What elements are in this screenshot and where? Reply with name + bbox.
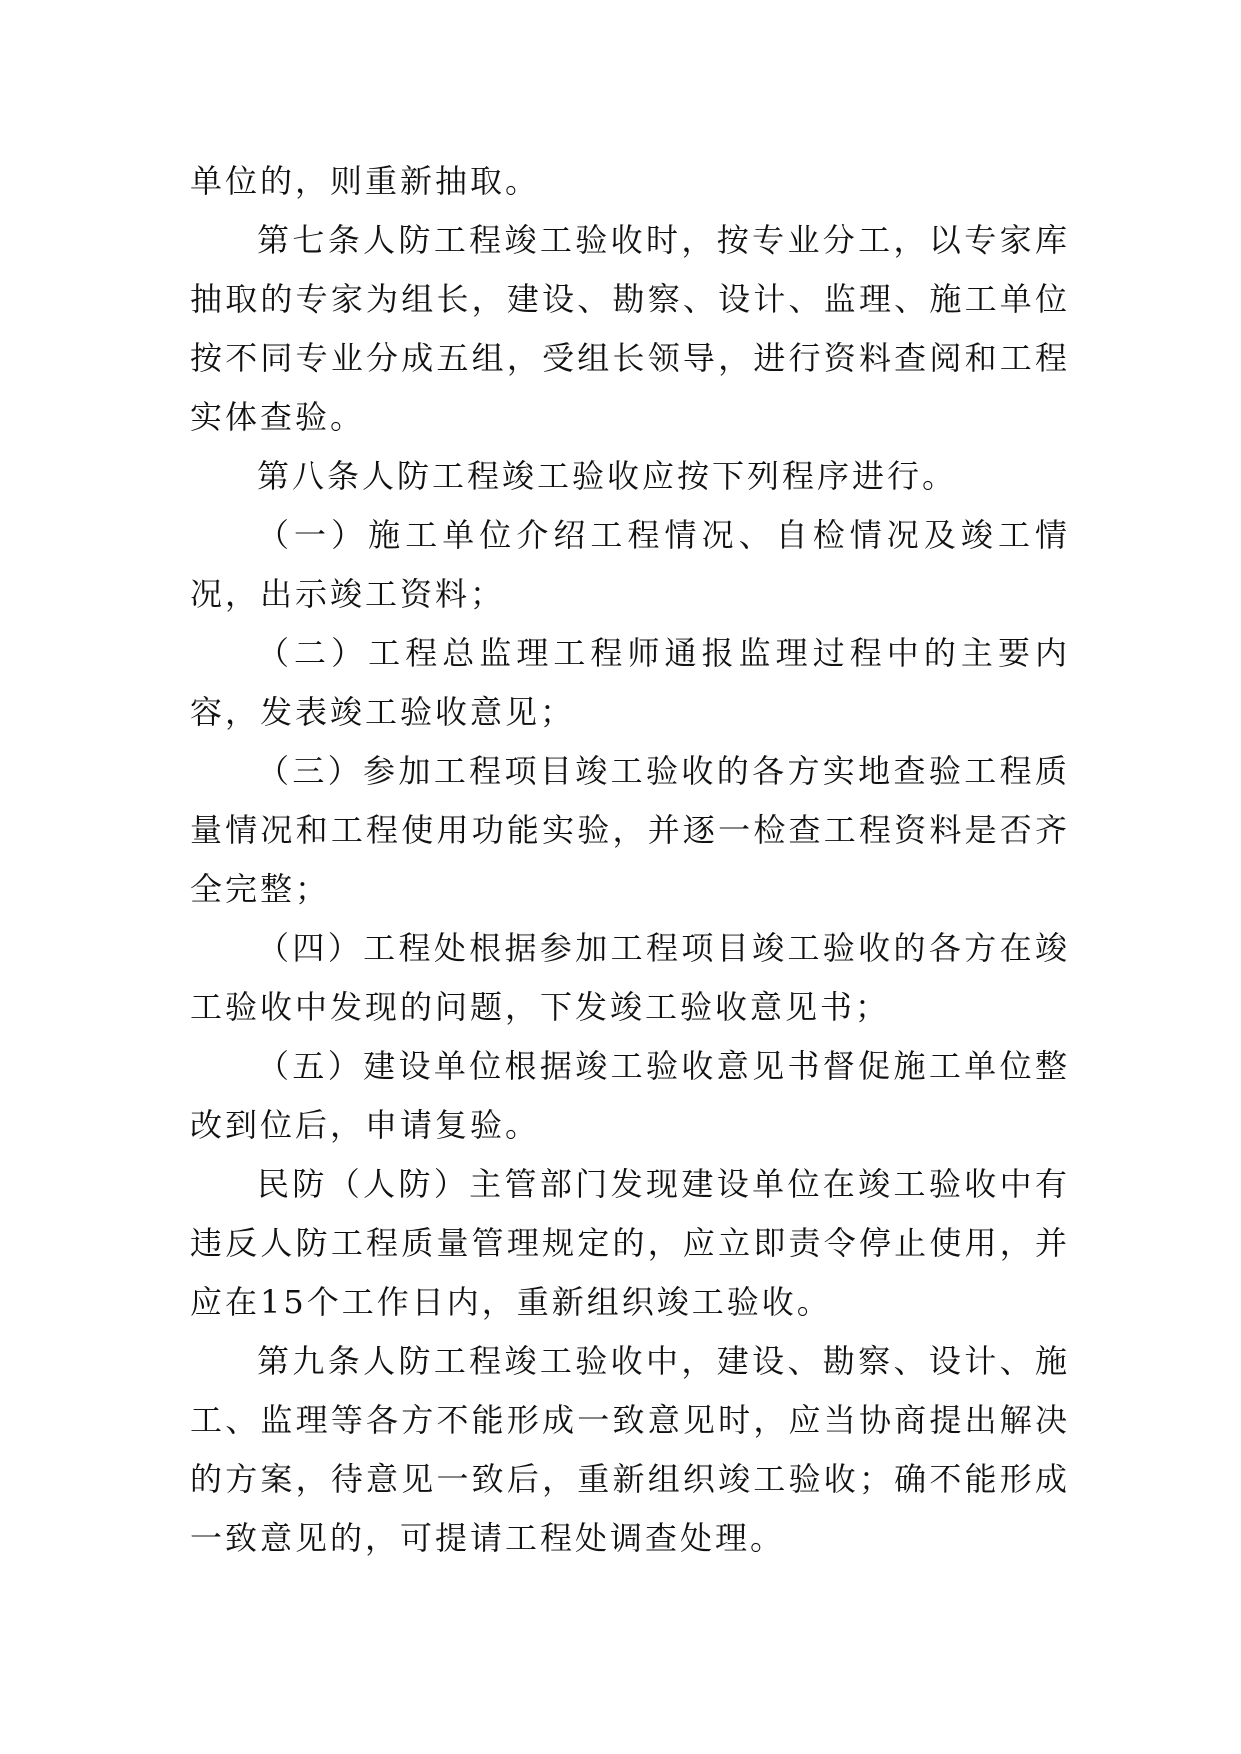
paragraph-article-9: 第九条人防工程竣工验收中，建设、勘察、设计、施工、监理等各方不能形成一致意见时，应当协商提出解决的方案，待意见一致后，重新组织竣工验收；确不能形成一致意见的，可提请工程处调查处理。 [190, 1342, 1070, 1557]
paragraph-step-5: （五）建设单位根据竣工验收意见书督促施工单位整改到位后，申请复验。 [190, 1047, 1070, 1144]
paragraph-step-2: （二）工程总监理工程师通报监理过程中的主要内容，发表竣工验收意见； [190, 634, 1070, 731]
paragraph-step-3: （三）参加工程项目竣工验收的各方实地查验工程质量情况和工程使用功能实验，并逐一检查工程资料是否齐全完整； [190, 752, 1070, 908]
paragraph-step-4: （四）工程处根据参加工程项目竣工验收的各方在竣工验收中发现的问题，下发竣工验收意见书； [190, 929, 1070, 1026]
paragraph-violation: 民防（人防）主管部门发现建设单位在竣工验收中有违反人防工程质量管理规定的，应立即责令停止使用，并应在15个工作日内，重新组织竣工验收。 [190, 1165, 1070, 1321]
paragraph-article-8: 第八条人防工程竣工验收应按下列程序进行。 [257, 457, 958, 495]
paragraph-article-7: 第七条人防工程竣工验收时，按专业分工，以专家库抽取的专家为组长，建设、勘察、设计、监理、施工单位按不同专业分成五组，受组长领导，进行资料查阅和工程实体查验。 [190, 221, 1070, 436]
paragraph-step-1: （一）施工单位介绍工程情况、自检情况及竣工情况，出示竣工资料； [190, 516, 1070, 613]
document-body [190, 152, 1070, 1568]
paragraph-1: 单位的，则重新抽取。 [190, 162, 541, 200]
